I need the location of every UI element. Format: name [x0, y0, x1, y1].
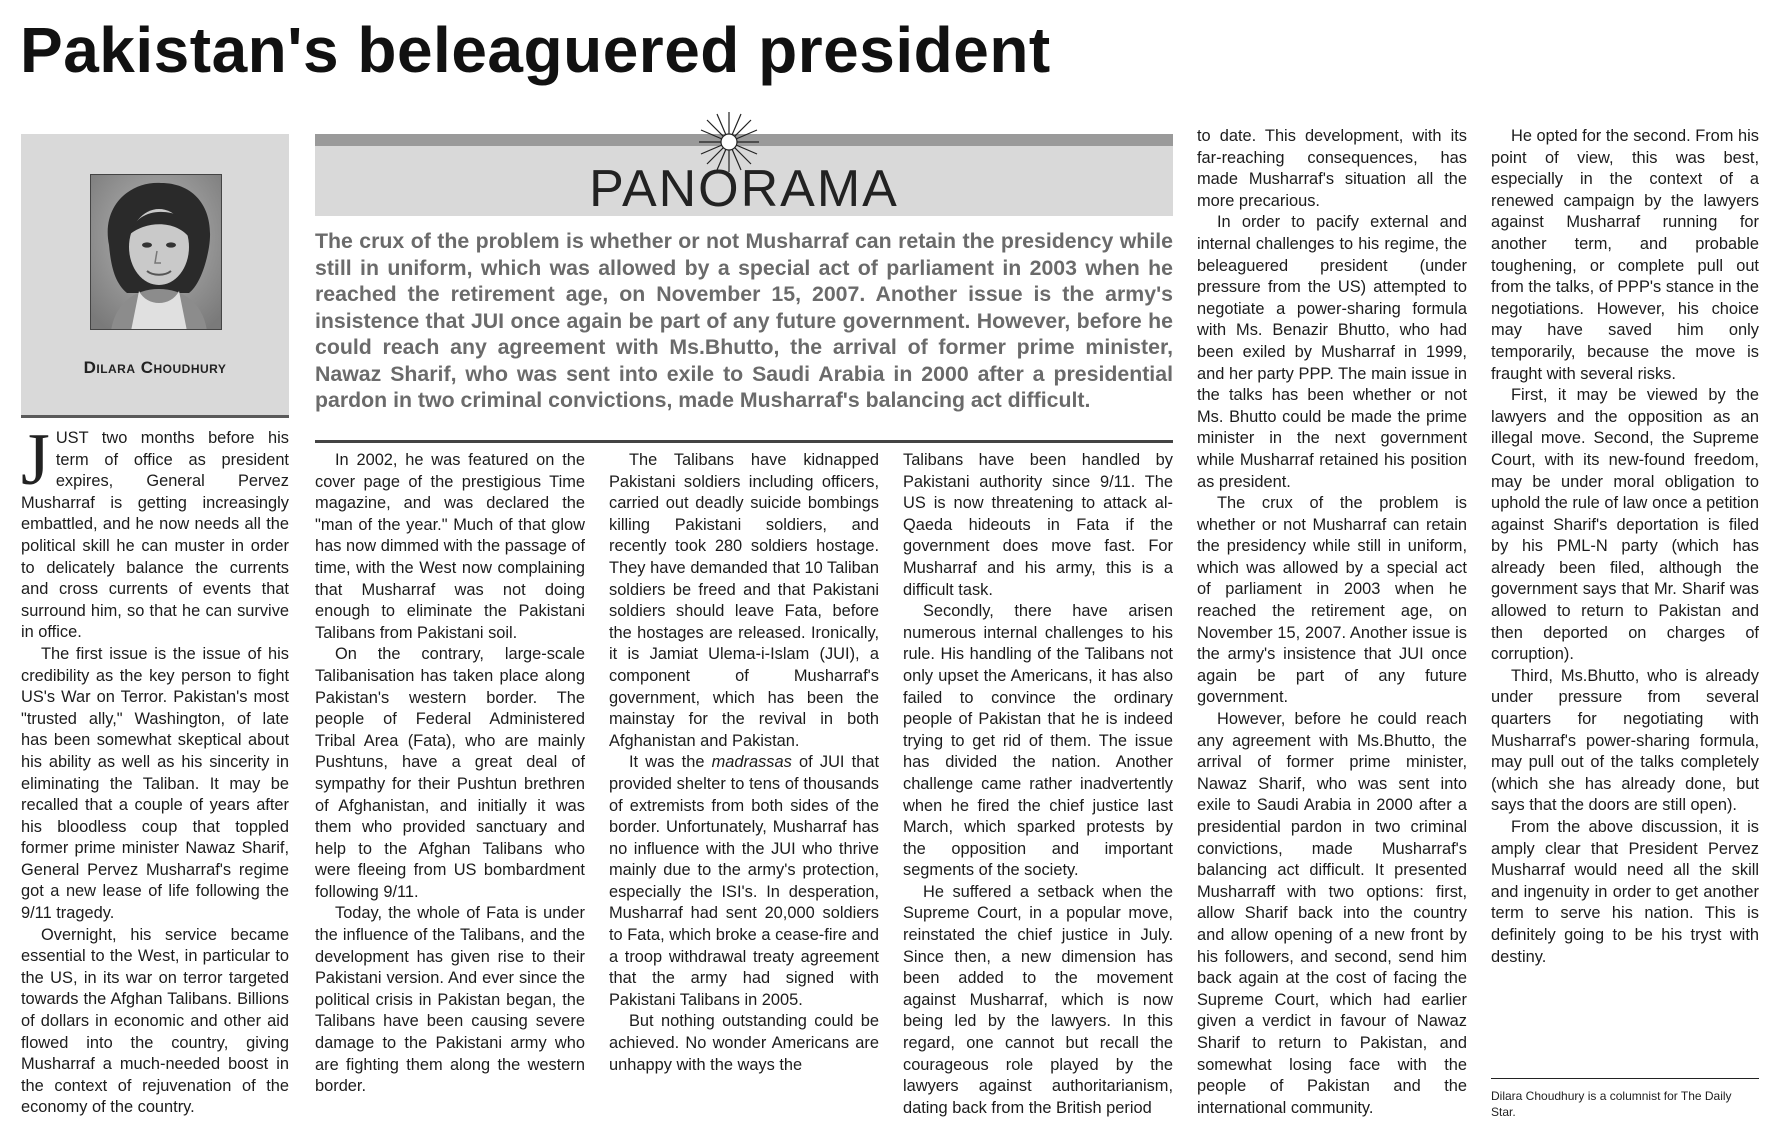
article-column-6 — [1491, 126, 1759, 1066]
pull-quote: The crux of the problem is whether or not Musharraf can retain the presidency while still in uniform, which was allowed by a special act of parliament in 2003 when he reached the retirement age, on November 15, 2007. Another issue is the army's insistence that JUI once again be part of any future government. However, before he could reach any agreement with Ms.Bhutto, the arrival of former prime minister, Nawaz Sharif, who was sent into exile to Saudi Arabia in 2000 after a presidential pardon in two criminal convictions, made Musharraf's balancing act difficult. — [315, 229, 1173, 412]
author-portrait-icon — [90, 174, 222, 330]
author-footnote: Dilara Choudhury is a columnist for The Daily Star. — [1491, 1089, 1732, 1119]
paragraph: He opted for the second. From his point of view, this was best, especially in the context of a renewed campaign by the lawyers against Musharraf running for another term, and probable toughening, or complete pull out from the talks, of PPP's stance in the negotiations. However, his choice may have saved him only temporarily, because the move is fraught with several risks. — [1491, 127, 1759, 383]
paragraph: But nothing outstanding could be achieved. No wonder Americans are unhappy with the ways the — [609, 1012, 879, 1074]
paragraph: The first issue is the issue of his credibility as the key person to fight US's War on Terror. Pakistan's most "trusted ally," Washington, of late has been somewhat skeptical about his ability as well as his sincerity in eliminating the Taliban. It may be recalled that a couple of years after his bloodless coup that toppled former prime minister Nawaz Sharif, General Pervez Musharraf's regime got a new lease of life following the 9/11 tragedy. — [21, 644, 289, 923]
article-column-4 — [903, 450, 1173, 1140]
paragraph: However, before he could reach any agreement with Ms.Bhutto, the arrival of former prime minister, Nawaz Sharif, who was sent into exile to Saudi Arabia in 2000 after a presidential pardon in two criminal convictions, made Musharraf's balancing act difficult. It presented Musharraff with two options: first, allow Sharif back into the country and allow opening of a new front by his followers, and second, send him back again at the cost of facing the Supreme Court, which had earlier given a verdict in favour of Nawaz Sharif to return to Pakistan, and somewhat losing face with the people of Pakistan and the international community. — [1197, 710, 1467, 1117]
paragraph: to date. This development, with its far-reaching consequences, has made Musharraf's situation all the more precarious. — [1197, 127, 1467, 210]
panorama-title: PANORAMA — [589, 160, 899, 218]
portrait-graphic — [91, 175, 222, 330]
article-column-3 — [609, 450, 879, 1140]
pull-quote-rule — [315, 440, 1173, 443]
paragraph: First, it may be viewed by the lawyers and the opposition as an illegal move. Second, the Supreme Court, with its new-found freedom, may be under moral obligation to uphold the rule of law once a petition against Sharif's deportation is filed by his PML-N party (which has already been filed, although the government says that Mr. Sharif was allowed to return to Pakistan and then deported on charges of corruption). — [1491, 386, 1759, 664]
article-column-2 — [315, 450, 585, 1140]
article-column-5 — [1197, 126, 1467, 1142]
paragraph: Overnight, his service became essential to the West, in particular to the US, in its war on terror targeted towards the Afghan Talibans. Billions of dollars in economic and other aid flowed into the country, giving Musharraf a much-needed boost in the context of rejuvenation of the economy of the country. — [21, 925, 289, 1117]
paragraph: In 2002, he was featured on the cover page of the prestigious Time magazine, and was declared the "man of the year." Much of that glow has now dimmed with the passage of time, with the West now complaining that Musharraf was not doing enough to eliminate the Pakistani Talibans from Pakistani soil. — [315, 451, 585, 642]
paragraph: In order to pacify external and internal challenges to his regime, the beleaguered president (under pressure from the US) attempted to negotiate a power-sharing formula with Ms. Benazir Bhutto, who had been exiled by Musharraf in 1999, and her party PPP. The main issue in the talks has been whether or not Ms. Bhutto could be made the prime minister in the next government while Musharraf retained his position as president. — [1197, 213, 1467, 491]
paragraph: Talibans have been handled by Pakistani authority since 9/11. The US is now threatening to attack al-Qaeda hideouts in Fata if the government does move fast. For Musharraf and his army, this is a difficult task. — [903, 451, 1173, 599]
paragraph-text: of JUI that provided shelter to tens of thousands of extremists from both sides of the border. Unfortunately, Musharraf has no influence with the JUI who thrive mainly due to the army's protection, especially the ISI's. In desperation, Musharraf had sent 20,000 soldiers to Fata, which broke a cease-fire and a troop withdrawal treaty agreement that the army had signed with Pakistani Talibans in 2005. — [609, 753, 879, 1009]
dropcap: J — [21, 428, 50, 501]
paragraph-text: UST two months before his term of office as president expires, General Pervez Musharraf is getting increasingly embattled, and he now needs all the political skill he can muster in order to delicately balance the currents and cross currents of events that surround him, so that he can survive in office. — [21, 429, 289, 642]
author-name: Dilara Choudhury — [83, 358, 227, 377]
paragraph-text: It was the — [629, 753, 712, 772]
headline: Pakistan's beleaguered president — [20, 14, 1051, 86]
author-box — [21, 134, 289, 418]
paragraph: On the contrary, large-scale Talibanisation has taken place along Pakistan's western border. The people of Federal Administered Tribal Area (Fata), who are mainly Pushtuns, have a great deal of sympathy for their Pushtun brethren of Afghanistan, and initially it was them who provided sanctuary and help to the Afghan Talibans who were fleeing from US bombardment following 9/11. — [315, 645, 585, 901]
paragraph: The crux of the problem is whether or not Musharraf can retain the presidency while still in uniform, which was allowed by a special act of parliament in 2003 when he reached the retirement age, on November 15, 2007. Another issue is the army's insistence that JUI once again be part of any future government. — [1197, 494, 1467, 707]
paragraph — [21, 428, 289, 644]
paragraph: He suffered a setback when the Supreme Court, in a popular move, reinstated the chief justice in July. Since then, a new dimension has been added to the movement against Musharraf, which is now being led by the lawyers. In this regard, one cannot but recall the courageous role played by the lawyers against authoritarianism, dating back from the British period — [903, 882, 1173, 1117]
paragraph — [609, 752, 879, 1011]
footnote-rule — [1491, 1078, 1759, 1079]
sunburst-icon — [697, 110, 761, 174]
paragraph: The Talibans have kidnapped Pakistani soldiers including officers, carried out deadly suicide bombings killing Pakistani soldiers, and recently took 280 soldiers hostage. They have demanded that 10 Taliban soldiers be freed and that Pakistani soldiers should leave Fata, before the hostages are released. Ironically, it is Jamiat Ulema-i-Islam (JUI), a component of Musharraf's government, which has been the mainstay for the revival in both Afghanistan and Pakistan. — [609, 451, 879, 750]
article-column-1 — [21, 428, 289, 1136]
paragraph: From the above discussion, it is amply clear that President Pervez Musharraf would need all the skill and ingenuity in order to get another term to serve his nation. This is definitely going to be his tryst with destiny. — [1491, 818, 1759, 966]
paragraph: Third, Ms.Bhutto, who is already under pressure from several quarters for negotiating with Musharraf's power-sharing formula, may pull out of the talks completely (which she has already done, but says that the doors are still open). — [1491, 666, 1759, 815]
paragraph: Secondly, there have arisen numerous internal challenges to his rule. His handling of the Talibans not only upset the Americans, it has also failed to convince the ordinary people of Pakistan that he is indeed trying to get rid of them. The issue has divided the nation. Another challenge came rather inadvertently when he fired the chief justice last March, which sparked protests by the opposition and important segments of the society. — [903, 602, 1173, 880]
paragraph: Today, the whole of Fata is under the influence of the Talibans, and the development has given rise to their Pakistani version. And ever since the political crisis in Pakistan began, the Talibans have been causing severe damage to the Pakistani army who are fighting them along the western border. — [315, 904, 585, 1096]
emphasis-text: madrassas — [711, 753, 792, 772]
